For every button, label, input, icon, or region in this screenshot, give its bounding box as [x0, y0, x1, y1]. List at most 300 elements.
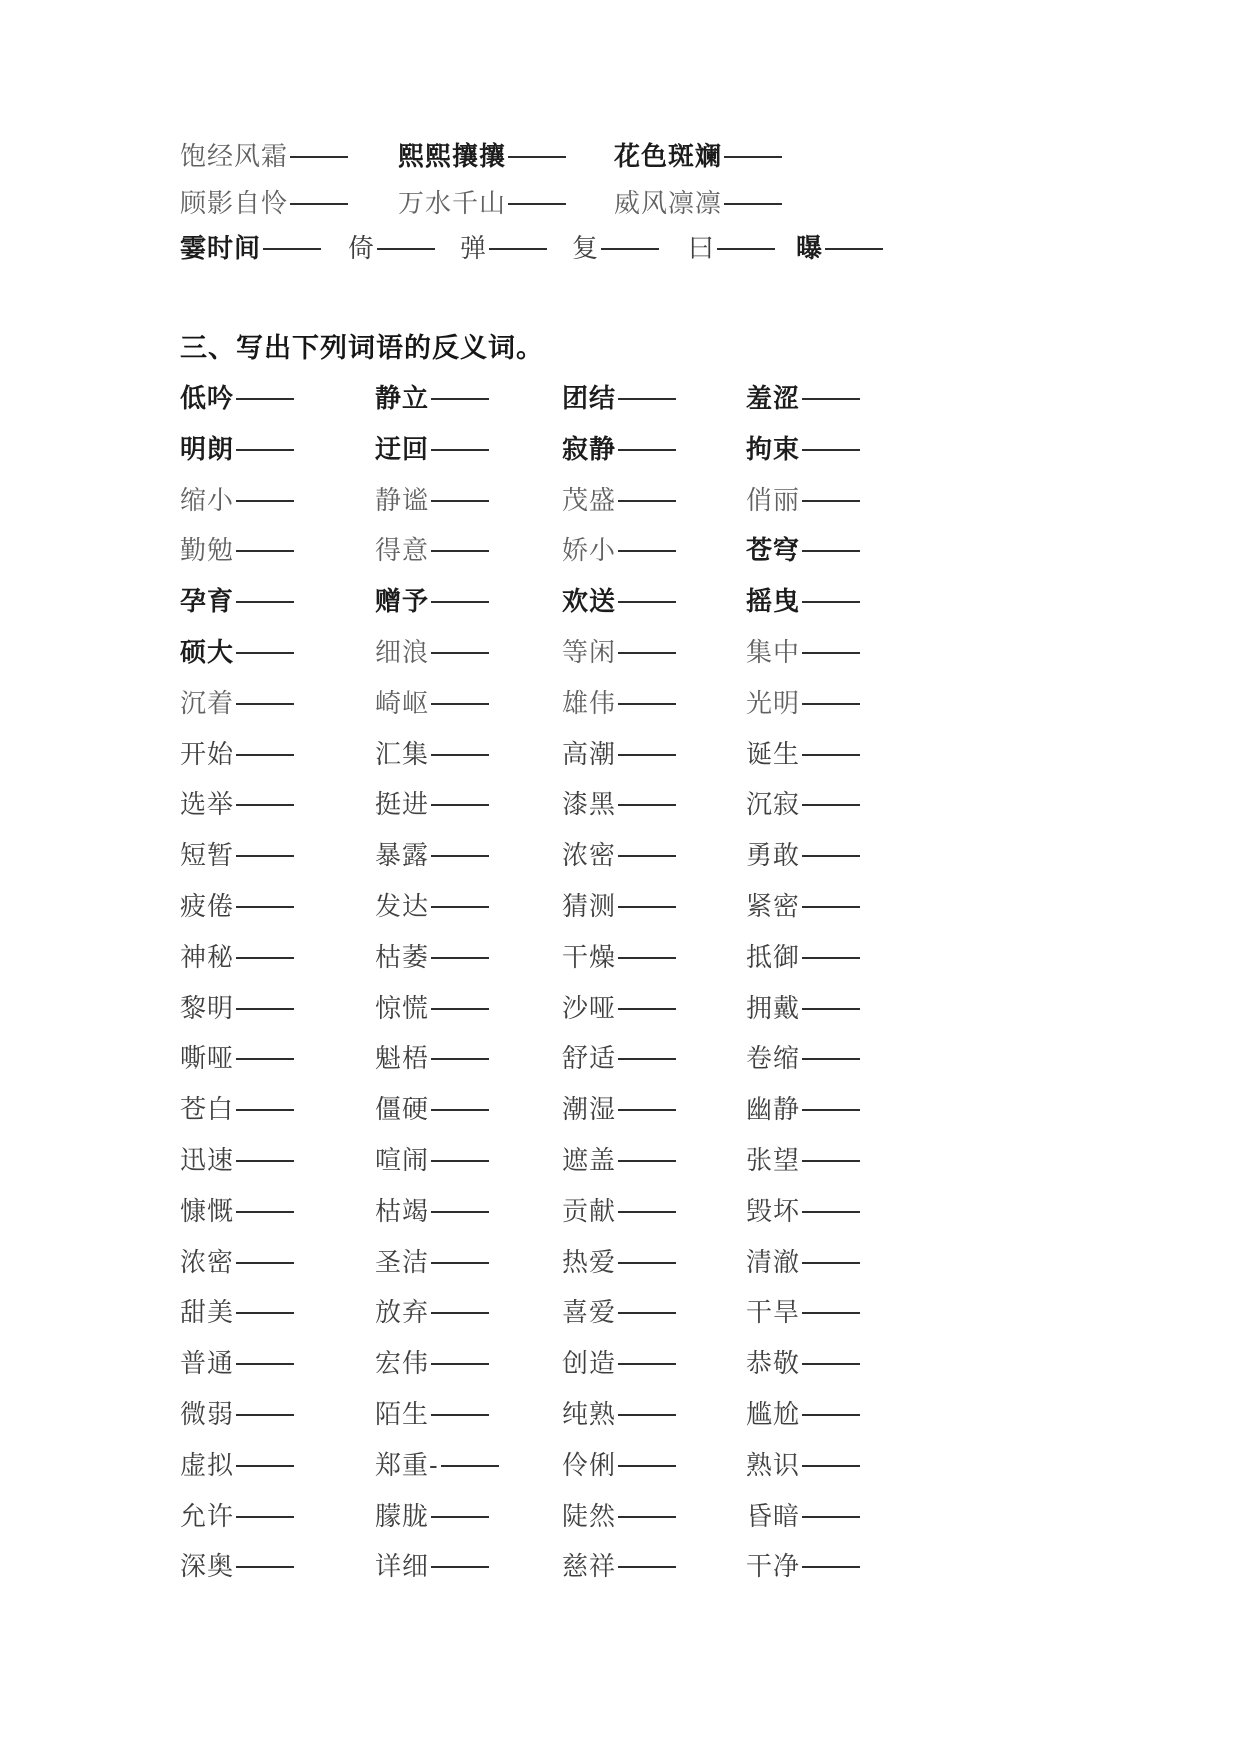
answer-blank-dash	[618, 1312, 676, 1314]
answer-blank-dash	[236, 1516, 294, 1518]
word-text: 尴尬	[746, 1399, 801, 1429]
word-text: 威风凛凛	[614, 188, 723, 218]
antonym-item	[746, 635, 860, 669]
answer-blank-dash	[236, 855, 294, 857]
word-text: 霎时间	[180, 233, 262, 263]
answer-blank-dash	[802, 1160, 860, 1162]
antonym-item	[375, 1245, 489, 1279]
answer-blank-dash	[802, 1566, 860, 1568]
word-text: 惊慌	[375, 993, 430, 1023]
antonym-item	[562, 1194, 676, 1228]
idiom-item	[614, 186, 782, 220]
antonym-item	[562, 1245, 676, 1279]
answer-blank-dash	[431, 855, 489, 857]
answer-blank-dash	[236, 1058, 294, 1060]
answer-blank-dash	[431, 1058, 489, 1060]
antonym-item	[375, 1397, 489, 1431]
antonym-item	[562, 686, 676, 720]
antonym-item	[562, 1295, 676, 1329]
word-text: 漆黑	[562, 789, 617, 819]
word-text: 毁坏	[746, 1196, 801, 1226]
word-text: 选举	[180, 789, 235, 819]
word-text: 浓密	[180, 1247, 235, 1277]
word-text: 饱经风霜	[180, 141, 289, 171]
antonym-item	[375, 1143, 489, 1177]
antonym-item	[746, 1448, 860, 1482]
antonym-item	[375, 889, 489, 923]
answer-blank-dash	[618, 1109, 676, 1111]
word-text: 汇集	[375, 739, 430, 769]
antonym-item	[375, 1346, 489, 1380]
antonym-item	[562, 737, 676, 771]
word-text: 复	[572, 233, 600, 263]
word-text: 花色斑斓	[614, 141, 723, 171]
word-text: 微弱	[180, 1399, 235, 1429]
answer-blank-dash	[802, 855, 860, 857]
antonym-item	[375, 787, 489, 821]
word-text: 等闲	[562, 637, 617, 667]
antonym-item	[375, 1499, 489, 1533]
antonym-item	[562, 991, 676, 1025]
answer-blank-dash	[236, 703, 294, 705]
answer-blank-dash	[802, 1312, 860, 1314]
answer-blank-dash	[618, 500, 676, 502]
word-text: 诞生	[746, 739, 801, 769]
answer-blank-dash	[508, 156, 566, 158]
answer-blank-dash	[236, 1465, 294, 1467]
answer-blank-dash	[236, 550, 294, 552]
answer-blank-dash	[802, 1058, 860, 1060]
antonym-item	[746, 1549, 860, 1583]
answer-blank-dash	[431, 601, 489, 603]
antonym-item	[746, 686, 860, 720]
answer-blank-dash	[618, 703, 676, 705]
word-text: 沉着	[180, 688, 235, 718]
antonym-item	[746, 1092, 860, 1126]
word-text: 俏丽	[746, 485, 801, 515]
word-text: 陡然	[562, 1501, 617, 1531]
section-heading: 三、写出下列词语的反义词。	[180, 333, 544, 363]
word-text: 苍白	[180, 1094, 235, 1124]
antonym-item	[180, 1448, 294, 1482]
answer-blank-dash	[802, 1465, 860, 1467]
word-text: 静立	[375, 383, 430, 413]
antonym-item	[562, 1397, 676, 1431]
answer-blank-dash	[802, 1516, 860, 1518]
antonym-item	[375, 686, 489, 720]
idiom-item	[614, 139, 782, 173]
answer-blank-dash	[377, 248, 435, 250]
answer-blank-dash	[489, 248, 547, 250]
word-text: 细浪	[375, 637, 430, 667]
answer-blank-dash	[236, 754, 294, 756]
antonym-item	[180, 737, 294, 771]
antonym-item	[180, 533, 294, 567]
antonym-item	[562, 1346, 676, 1380]
antonym-item	[180, 838, 294, 872]
answer-blank-dash	[802, 398, 860, 400]
antonym-item	[375, 483, 489, 517]
antonym-item	[180, 889, 294, 923]
answer-blank-dash	[236, 1312, 294, 1314]
word-text: 集中	[746, 637, 801, 667]
word-text: 干净	[746, 1551, 801, 1581]
antonym-item	[746, 787, 860, 821]
antonym-item	[746, 533, 860, 567]
antonym-item	[375, 381, 489, 415]
answer-blank-dash	[802, 804, 860, 806]
word-text: 孕育	[180, 586, 235, 616]
word-text: 缩小	[180, 485, 235, 515]
word-text: 顾影自怜	[180, 188, 289, 218]
antonym-item	[562, 483, 676, 517]
word-text: 详细	[375, 1551, 430, 1581]
answer-blank-dash	[431, 1160, 489, 1162]
answer-blank-dash	[802, 1262, 860, 1264]
answer-blank-dash	[431, 754, 489, 756]
word-text: 弹	[460, 233, 488, 263]
answer-blank-dash	[431, 652, 489, 654]
answer-blank-dash	[802, 1414, 860, 1416]
word-text: 倚	[348, 233, 376, 263]
word-text: 短暂	[180, 840, 235, 870]
antonym-item	[375, 1448, 499, 1482]
word-text: 干燥	[562, 942, 617, 972]
answer-blank-dash	[431, 906, 489, 908]
word-text: 雄伟	[562, 688, 617, 718]
word-text: 低吟	[180, 383, 235, 413]
answer-blank-dash	[802, 1008, 860, 1010]
word-text: 崎岖	[375, 688, 430, 718]
idiom-item	[180, 139, 348, 173]
answer-blank-dash	[431, 449, 489, 451]
antonym-item	[375, 838, 489, 872]
idiom-item	[398, 139, 566, 173]
answer-blank-dash	[431, 1516, 489, 1518]
antonym-item	[746, 737, 860, 771]
word-text: 勇敢	[746, 840, 801, 870]
word-text: 迅速	[180, 1145, 235, 1175]
word-text: 硕大	[180, 637, 235, 667]
antonym-item	[375, 991, 489, 1025]
antonym-item	[180, 432, 294, 466]
word-text: 拘束	[746, 434, 801, 464]
answer-blank-dash	[618, 804, 676, 806]
word-text: 团结	[562, 383, 617, 413]
idiom-item	[460, 231, 547, 265]
word-text: 拥戴	[746, 993, 801, 1023]
answer-blank-dash	[431, 1312, 489, 1314]
answer-blank-dash	[802, 652, 860, 654]
antonym-item	[562, 787, 676, 821]
word-text: 幽静	[746, 1094, 801, 1124]
antonym-item	[562, 1549, 676, 1583]
antonym-item	[375, 1041, 489, 1075]
antonym-item	[180, 1397, 294, 1431]
antonym-item	[375, 1295, 489, 1329]
word-text: 静谧	[375, 485, 430, 515]
answer-blank-dash	[431, 398, 489, 400]
word-text: 遮盖	[562, 1145, 617, 1175]
answer-blank-dash	[431, 1109, 489, 1111]
antonym-item	[746, 838, 860, 872]
answer-blank-dash	[431, 500, 489, 502]
word-text: 虚拟	[180, 1450, 235, 1480]
word-text: 神秘	[180, 942, 235, 972]
word-text: 允许	[180, 1501, 235, 1531]
word-text: 潮湿	[562, 1094, 617, 1124]
word-text: 魁梧	[375, 1043, 430, 1073]
word-text: 普通	[180, 1348, 235, 1378]
answer-blank-dash	[802, 550, 860, 552]
antonym-item	[562, 1448, 676, 1482]
word-text: 曝	[796, 233, 824, 263]
answer-blank-dash	[236, 1363, 294, 1365]
answer-blank-dash	[431, 1211, 489, 1213]
answer-blank-dash	[618, 1211, 676, 1213]
antonym-item	[375, 1092, 489, 1126]
antonym-item	[562, 940, 676, 974]
antonym-item	[562, 584, 676, 618]
answer-blank-dash	[236, 1160, 294, 1162]
answer-blank-dash	[618, 550, 676, 552]
answer-blank-dash	[431, 957, 489, 959]
antonym-item	[375, 1549, 489, 1583]
word-text: 慷慨	[180, 1196, 235, 1226]
word-text: 抵御	[746, 942, 801, 972]
answer-blank-dash	[263, 248, 321, 250]
antonym-item	[562, 889, 676, 923]
antonym-item	[562, 1143, 676, 1177]
answer-blank-dash	[618, 652, 676, 654]
word-text: 疲倦	[180, 891, 235, 921]
antonym-item	[746, 483, 860, 517]
antonym-item	[180, 1245, 294, 1279]
answer-blank-dash	[431, 1262, 489, 1264]
idiom-item	[180, 186, 348, 220]
idiom-item	[398, 186, 566, 220]
word-text: 黎明	[180, 993, 235, 1023]
antonym-item	[746, 991, 860, 1025]
answer-blank-dash	[802, 601, 860, 603]
antonym-item	[562, 1499, 676, 1533]
idiom-item	[348, 231, 435, 265]
antonym-item	[562, 1041, 676, 1075]
idiom-item	[572, 231, 659, 265]
word-text: 紧密	[746, 891, 801, 921]
word-text: 娇小	[562, 535, 617, 565]
answer-blank-dash	[618, 1465, 676, 1467]
antonym-item	[180, 1143, 294, 1177]
word-text: 赠予	[375, 586, 430, 616]
word-text: 迂回	[375, 434, 430, 464]
answer-blank-dash	[431, 1008, 489, 1010]
answer-blank-dash	[236, 500, 294, 502]
word-text: 清澈	[746, 1247, 801, 1277]
antonym-item	[375, 1194, 489, 1228]
antonym-item	[746, 1346, 860, 1380]
word-text: 干旱	[746, 1297, 801, 1327]
antonym-item	[562, 1092, 676, 1126]
answer-blank-dash	[802, 449, 860, 451]
antonym-item	[562, 533, 676, 567]
answer-blank-dash	[802, 1363, 860, 1365]
word-text: 深奥	[180, 1551, 235, 1581]
answer-blank-dash	[618, 398, 676, 400]
answer-blank-dash	[236, 804, 294, 806]
answer-blank-dash	[618, 1058, 676, 1060]
word-text: 纯熟	[562, 1399, 617, 1429]
antonym-item	[746, 432, 860, 466]
word-text: 发达	[375, 891, 430, 921]
antonym-item	[180, 940, 294, 974]
antonym-item	[375, 737, 489, 771]
answer-blank-dash	[236, 652, 294, 654]
antonym-item	[746, 1143, 860, 1177]
word-text: 喜爱	[562, 1297, 617, 1327]
antonym-item	[375, 940, 489, 974]
antonym-item	[375, 432, 489, 466]
word-text: 光明	[746, 688, 801, 718]
antonym-item	[746, 1041, 860, 1075]
answer-blank-dash	[802, 703, 860, 705]
word-text: 嘶哑	[180, 1043, 235, 1073]
answer-blank-dash	[236, 1211, 294, 1213]
answer-blank-dash	[802, 754, 860, 756]
answer-blank-dash	[431, 1566, 489, 1568]
answer-blank-dash	[431, 1363, 489, 1365]
antonym-item	[180, 584, 294, 618]
antonym-item	[375, 533, 489, 567]
answer-blank-dash	[717, 248, 775, 250]
antonym-item	[746, 584, 860, 618]
antonym-item	[746, 381, 860, 415]
word-text: 猜测	[562, 891, 617, 921]
antonym-item	[746, 1499, 860, 1533]
answer-blank-dash	[508, 203, 566, 205]
answer-blank-dash	[618, 1516, 676, 1518]
antonym-item	[180, 1194, 294, 1228]
answer-blank-dash	[618, 855, 676, 857]
word-text: 开始	[180, 739, 235, 769]
word-text: 熙熙攘攘	[398, 141, 507, 171]
antonym-item	[180, 635, 294, 669]
word-text: 热爱	[562, 1247, 617, 1277]
answer-blank-dash	[724, 203, 782, 205]
word-text: 茂盛	[562, 485, 617, 515]
antonym-item	[180, 787, 294, 821]
word-text: 伶俐	[562, 1450, 617, 1480]
answer-blank-dash	[618, 449, 676, 451]
answer-blank-dash	[431, 550, 489, 552]
answer-blank-dash	[236, 1262, 294, 1264]
antonym-item	[746, 1295, 860, 1329]
antonym-item	[746, 1194, 860, 1228]
word-text: 贡献	[562, 1196, 617, 1226]
word-text: 陌生	[375, 1399, 430, 1429]
word-text: 得意	[375, 535, 430, 565]
answer-blank-dash	[236, 1414, 294, 1416]
word-text: 勤勉	[180, 535, 235, 565]
answer-blank-dash	[618, 1414, 676, 1416]
answer-blank-dash	[825, 248, 883, 250]
answer-blank-dash	[236, 398, 294, 400]
antonym-item	[562, 381, 676, 415]
answer-blank-dash	[802, 1211, 860, 1213]
antonym-item	[746, 889, 860, 923]
word-text: 摇曳	[746, 586, 801, 616]
answer-blank-dash	[618, 754, 676, 756]
answer-blank-dash	[601, 248, 659, 250]
answer-blank-dash	[618, 1566, 676, 1568]
answer-blank-dash	[618, 1363, 676, 1365]
antonym-item	[375, 584, 489, 618]
answer-blank-dash	[290, 203, 348, 205]
antonym-item	[180, 1295, 294, 1329]
answer-blank-dash	[236, 449, 294, 451]
word-text: 慈祥	[562, 1551, 617, 1581]
answer-blank-dash	[618, 1008, 676, 1010]
answer-blank-dash	[618, 601, 676, 603]
antonym-item	[180, 686, 294, 720]
word-text: 苍穹	[746, 535, 801, 565]
word-text: 枯竭	[375, 1196, 430, 1226]
answer-blank-dash	[802, 1109, 860, 1111]
word-text: 昏暗	[746, 1501, 801, 1531]
word-text: 浓密	[562, 840, 617, 870]
word-text: 明朗	[180, 434, 235, 464]
word-text: 暴露	[375, 840, 430, 870]
answer-blank-dash	[618, 957, 676, 959]
answer-blank-dash	[618, 906, 676, 908]
answer-blank-dash	[618, 1160, 676, 1162]
word-text: 曰	[688, 233, 716, 263]
answer-blank-dash	[618, 1262, 676, 1264]
answer-blank-dash	[236, 906, 294, 908]
answer-blank-dash	[441, 1465, 499, 1467]
word-text: 张望	[746, 1145, 801, 1175]
answer-blank-dash	[431, 804, 489, 806]
word-text: 郑重-	[375, 1450, 439, 1480]
word-text: 创造	[562, 1348, 617, 1378]
word-text: 放弃	[375, 1297, 430, 1327]
antonym-item	[562, 635, 676, 669]
antonym-item	[746, 1397, 860, 1431]
answer-blank-dash	[431, 703, 489, 705]
answer-blank-dash	[802, 906, 860, 908]
answer-blank-dash	[802, 957, 860, 959]
antonym-item	[180, 1499, 294, 1533]
antonym-item	[746, 1245, 860, 1279]
answer-blank-dash	[236, 1008, 294, 1010]
idiom-item	[688, 231, 775, 265]
word-text: 舒适	[562, 1043, 617, 1073]
antonym-item	[180, 991, 294, 1025]
word-text: 枯萎	[375, 942, 430, 972]
word-text: 沙哑	[562, 993, 617, 1023]
antonym-item	[180, 1092, 294, 1126]
antonym-item	[180, 1041, 294, 1075]
word-text: 宏伟	[375, 1348, 430, 1378]
word-text: 卷缩	[746, 1043, 801, 1073]
answer-blank-dash	[724, 156, 782, 158]
answer-blank-dash	[431, 1414, 489, 1416]
antonym-item	[180, 1549, 294, 1583]
antonym-item	[180, 1346, 294, 1380]
idiom-item	[796, 231, 883, 265]
answer-blank-dash	[236, 957, 294, 959]
antonym-item	[746, 940, 860, 974]
